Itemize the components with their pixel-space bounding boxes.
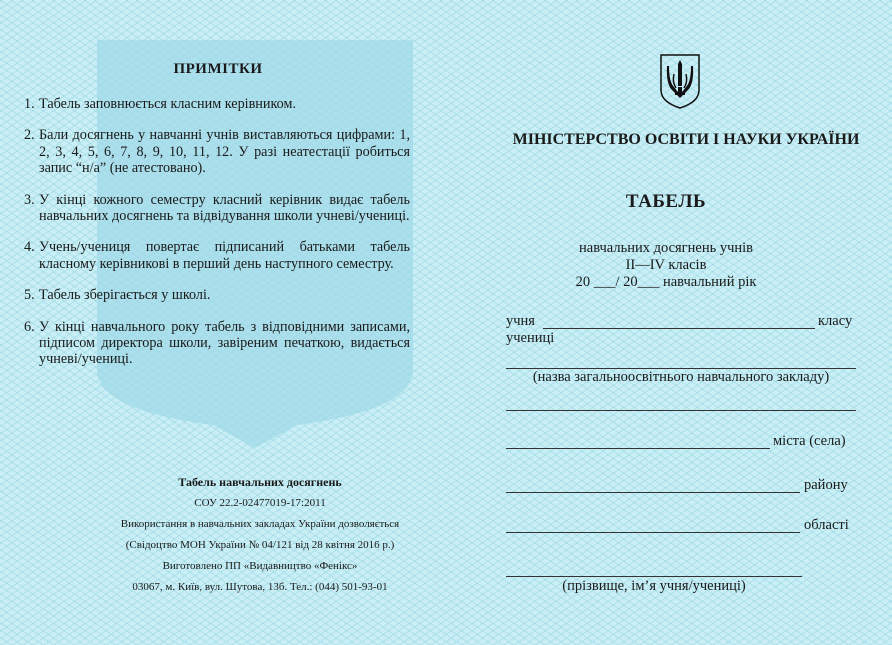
imprint — [20, 476, 500, 602]
class-label: класу — [818, 313, 853, 329]
city-fill-line — [506, 448, 770, 449]
note-number: 5. — [24, 287, 35, 304]
imprint-address: 03067, м. Київ, вул. Шутова, 13б. Тел.: (044) 501-93-01 — [132, 581, 388, 593]
notes-list — [24, 96, 410, 383]
subtitle-achievements: навчальних досягнень учнів — [579, 240, 753, 256]
note-item — [24, 96, 410, 112]
student-female-label: учениці — [506, 330, 555, 346]
region-fill-line — [506, 532, 800, 533]
note-text: У кінці навчального року табель з відповідними записами, підписом директора школи, завіреним печаткою, видається учневі/учениці. — [39, 318, 410, 368]
district-fill-line — [506, 492, 800, 493]
school-fill-line-2 — [506, 410, 856, 411]
city-label: міста (села) — [773, 433, 846, 449]
notes-title: ПРИМІТКИ — [173, 61, 263, 77]
school-caption: (назва загальноосвітнього навчального закладу) — [532, 369, 830, 385]
note-number: 3. — [24, 191, 35, 208]
note-item — [24, 239, 410, 272]
note-text: Табель зберігається у школі. — [39, 287, 211, 304]
imprint-usage: Використання в навчальних закладах України дозволяється — [120, 518, 400, 530]
note-number: 1. — [24, 96, 35, 112]
note-text: Табель заповнюється класним керівником. — [39, 96, 297, 112]
imprint-publisher: Виготовлено ПП «Видавництво «Фенікс» — [162, 560, 358, 572]
imprint-title: Табель навчальних досягнень — [178, 475, 342, 489]
region-label: області — [804, 517, 849, 533]
school-year-line: 20 ___/ 20___ навчальний рік — [575, 274, 757, 290]
name-caption: (прізвище, ім’я учня/учениці) — [562, 578, 746, 594]
note-item — [24, 287, 410, 303]
note-text: Бали досягнень у навчанні учнів виставляються цифрами: 1, 2, 3, 4, 5, 6, 7, 8, 9, 10, 11, 12. У разі неатестації робиться запис “н/а” (не атестовано). — [39, 127, 410, 177]
document-title: ТАБЕЛЬ — [625, 191, 707, 212]
imprint-standard: СОУ 22.2-02477019-17:2011 — [194, 497, 326, 509]
note-item — [24, 127, 410, 176]
note-item — [24, 319, 410, 368]
note-text: У кінці кожного семестру класний керівник видає табель навчальних досягнень та відвідування школи учневі/учениці. — [39, 191, 410, 225]
class-fill-line — [543, 328, 815, 329]
imprint-certificate: (Свідоцтво МОН України № 04/121 від 28 квітня 2016 р.) — [125, 539, 395, 551]
note-text: Учень/учениця повертає підписаний батьками табель класному керівникові в перший день наступного семестру. — [39, 239, 410, 272]
note-number: 6. — [24, 318, 35, 335]
student-male-label: учня — [506, 313, 535, 329]
district-label: району — [804, 477, 848, 493]
note-number: 4. — [24, 239, 35, 256]
note-number: 2. — [24, 127, 35, 144]
note-item — [24, 192, 410, 225]
ministry-title: МІНІСТЕРСТВО ОСВІТИ І НАУКИ УКРАЇНИ — [512, 131, 860, 148]
trident-emblem-icon — [660, 54, 700, 109]
name-fill-line — [506, 576, 802, 577]
subtitle-grades: II—IV класів — [625, 257, 707, 273]
right-page — [446, 0, 892, 645]
